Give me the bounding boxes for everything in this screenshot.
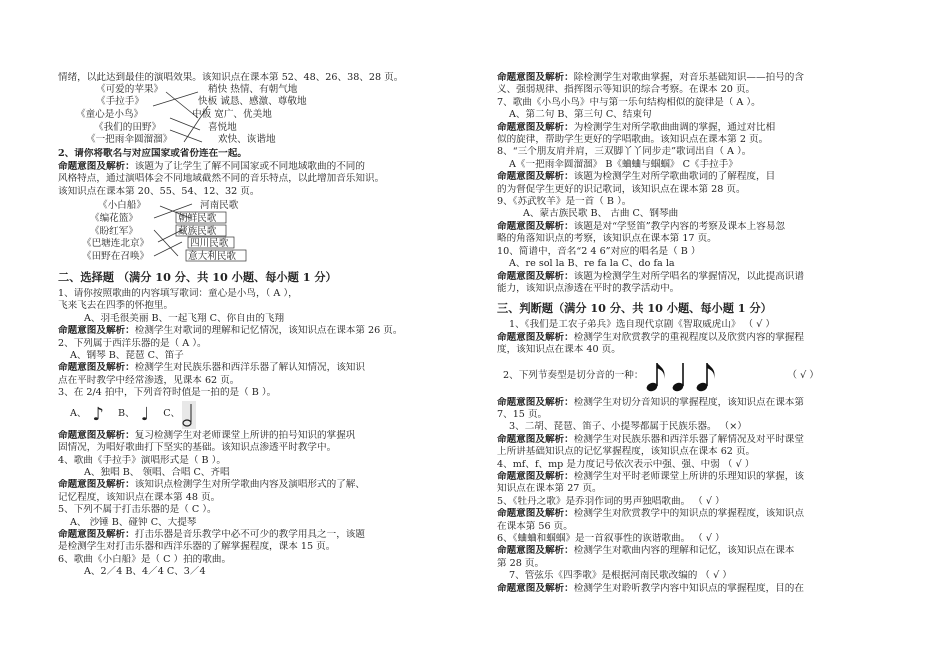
intent-label: 命题意图及解析：	[497, 220, 574, 232]
match2-song-4: 《巴塘连北京》	[82, 238, 150, 250]
intent-text: 似的旋律，帮助学生更好的学唱歌曲。该知识点在课本第 2 页。	[497, 134, 769, 146]
judge-1-question: 1、《我们是工农子弟兵》选自现代京剧《智取威虎山》 （ √ ）	[509, 319, 776, 331]
intent-label: 命题意图及解析：	[497, 331, 574, 343]
half-note-icon	[182, 401, 196, 429]
intent-text: 第 28 页。	[497, 557, 545, 569]
intent-text: 该题为了让学生了解不同国家或不同地域歌曲的不同的	[134, 160, 365, 172]
choice-1-options: A、羽毛很美丽 B、一起飞翔 C、你自由的飞翔	[84, 312, 285, 324]
match1-song-3: 《童心是小鸟》	[76, 109, 144, 121]
intent-label: 命题意图及解析：	[497, 72, 574, 83]
intent-label: 命题意图及解析：	[58, 362, 135, 374]
match2-song-1: 《小白船》	[98, 200, 146, 212]
choice-1-question: 1、请你按照歌曲的内容填写歌词：童心是小鸟，（ A ），	[58, 288, 298, 300]
intent-label: 命题意图及解析：	[58, 429, 135, 441]
choice-3-options	[58, 400, 456, 430]
judge-7-question: 7、管弦乐《四季歌》是根据河南民歌改编的 （ √ ）	[509, 570, 732, 582]
option-c-label: C、	[163, 408, 181, 420]
match1-mood-5: 欢快、诙谐地	[218, 134, 276, 146]
intent-text: 是检测学生对打击乐器和西洋乐器的了解掌握程度，课本 15 页。	[58, 541, 336, 553]
intent-text: 固情况，为唱好歌曲打下坚实的基础。该知识点渗透平时教学中。	[58, 442, 337, 454]
judge-2-question: 2、下列节奏型是切分音的一种：	[503, 370, 644, 382]
choice-9-options: A、蒙古族民歌 B、 古曲 C、钢琴曲	[523, 208, 679, 220]
choice-7-options: A、第二句 B、第三句 C、结束句	[509, 109, 652, 121]
intent-label: 命题意图及解析：	[58, 160, 135, 172]
judge-2-answer: （ √ ）	[787, 370, 819, 382]
choice-10-question: 10、简谱中，音名“2 4 6”对应的唱名是（ B ）	[497, 245, 701, 257]
match1-song-4: 《我们的田野》	[94, 122, 162, 134]
choice-6-question: 6、歌曲《小白船》是（ C ）拍的歌曲。	[58, 553, 232, 565]
intent-label: 命题意图及解析：	[497, 171, 574, 183]
intent-text: 记忆程度，该知识点在课本第 48 页。	[58, 491, 221, 503]
intent-text: 检测学生对民族乐器和西洋乐器了解情况及对平时课堂	[573, 433, 804, 445]
intent-text: 在课本第 56 页。	[497, 520, 573, 532]
intent-text: 点在平时教学中经常渗透，见课本 62 页。	[58, 374, 240, 386]
judge-4-question: 4、mf、f、mp 是力度记号依次表示中强、强、中弱 （ √ ）	[497, 458, 755, 470]
intent-label: 命题意图及解析：	[497, 270, 574, 282]
intent-text: 除检测学生对歌曲掌握，对音乐基础知识——拍号的含	[573, 72, 804, 83]
match1-song-1: 《可爱的苹果》	[96, 84, 164, 96]
section-3-title: 三、判断题（满分 10 分、共 10 小题、每小题 1 分）	[497, 301, 772, 316]
intent-text: 7、15 页。	[497, 408, 548, 420]
intent-text: 检测学生对欣赏教学中的知识点的掌握程度，该知识点	[573, 508, 804, 520]
match1-mood-2: 快板 诚恳、感激、尊敬地	[198, 96, 307, 108]
intent-text: 检测学生对聆听教学内容中知识点的掌握程度，目的在	[573, 582, 804, 594]
intent-text: 度，该知识点在课本 40 页。	[497, 344, 621, 356]
match2-region-1: 河南民歌	[200, 200, 239, 212]
right-column	[497, 72, 897, 595]
match1-mood-1: 稍快 热情、有朝气地	[208, 84, 298, 96]
intent-text: 检测学生对欣赏教学的重视程度以及欣赏内容的掌握程	[573, 331, 804, 343]
intent-text: 检测学生对民族乐器和西洋乐器了解认知情况，该知识	[134, 362, 365, 374]
match1-mood-3: 中板 宽广、优美地	[192, 109, 272, 121]
match1-song-5: 《一把雨伞圆溜溜》	[86, 134, 173, 146]
judge-6-question: 6、《蛐蛐和蝈蝈》是一首叙事性的诙谐歌曲。 （ √ ）	[497, 533, 725, 544]
judge-3-question: 3、二胡、琵琶、笛子、小提琴都属于民族乐器。 （×）	[509, 421, 747, 433]
intent-text: 该知识点在课本第 20、55、54、12、32 页。	[58, 185, 260, 197]
intent-text: 该题是对“学竖笛”教学内容的考察及课本上容易忽	[573, 220, 786, 232]
choice-8-options: A《一把雨伞圆溜溜》 B《蛐蛐与蝈蝈》 C《手拉手》	[509, 158, 738, 170]
song-mood-matching	[58, 84, 456, 148]
judge-2-row	[497, 357, 897, 397]
intent-text: 该题为检测学生对所学歌曲歌词的了解程度，目	[573, 171, 776, 183]
intent-label: 命题意图及解析：	[58, 479, 135, 491]
intent-label: 命题意图及解析：	[497, 121, 574, 133]
intent-text: 义、强弱规律、指挥图示等知识的综合考察。在课本 20 页。	[497, 84, 756, 96]
intent-label: 命题意图及解析：	[58, 528, 135, 540]
judge-5-question: 5、《牡丹之歌》是乔羽作词的男声独唱歌曲。 （ √ ）	[497, 495, 725, 507]
choice-9-question: 9、《苏武牧羊》是一首（ B ）。	[497, 196, 632, 208]
eighth-note-icon: ♪	[92, 403, 105, 425]
option-a-label: A、	[70, 408, 87, 420]
intent-text: 的为督促学生更好的识记歌词，该知识点在课本第 28 页。	[497, 183, 746, 195]
match2-song-5: 《田野在召唤》	[82, 251, 150, 263]
intent-text: 检测学生对歌曲内容的理解和记忆，该知识点在课本	[573, 545, 795, 557]
intent-text: 检测学生对切分音知识的掌握程度，该知识点在课本第	[573, 396, 804, 408]
choice-10-options: A、re sol la B、re fa la C、do fa la	[509, 258, 675, 270]
intent-text: 该知识点检测学生对所学歌曲内容及演唱形式的了解、	[134, 479, 365, 491]
song-region-matching	[58, 198, 456, 264]
choice-8-question: 8、“三个朋友肩并肩，三双脚丫丫同步走”歌词出自（ A ）。	[497, 146, 752, 158]
intent-text: 检测学生对歌词的理解和记忆情况，该知识点在课本第 26 页。	[134, 325, 403, 337]
intent-label: 命题意图及解析：	[497, 433, 574, 445]
intent-text: 打击乐器是音乐教学中必不可少的教学用具之一，该题	[134, 528, 365, 540]
intent-label: 命题意图及解析：	[497, 470, 574, 482]
left-column	[58, 72, 456, 579]
match2-region-4: 四川民歌	[190, 238, 229, 250]
option-b-label: B、	[118, 408, 135, 420]
intent-label: 命题意图及解析：	[58, 325, 135, 337]
choice-2-question: 2、下列属于西洋乐器的是（ A ）。	[58, 337, 207, 349]
match1-mood-4: 喜悦地	[208, 122, 237, 134]
intent-text: 该题为检测学生对所学唱名的掌握情况，以此提高识谱	[573, 270, 804, 282]
choice-2-options: A、钢琴 B、琵琶 C、笛子	[70, 350, 184, 362]
choice-3-question: 3、在 2/4 拍中，下列音符时值是一拍的是（ B ）。	[58, 387, 277, 399]
intent-label: 命题意图及解析：	[497, 545, 574, 557]
intent-text: 复习检测学生对老师课堂上所讲的拍号知识的掌握巩	[134, 429, 356, 441]
match1-song-2: 《手拉手》	[96, 96, 144, 108]
intent-text: 能力，该知识点渗透在平时的教学活动中。	[497, 282, 680, 294]
choice-5-options: A、 沙锤 B、碰钟 C、大提琴	[70, 516, 197, 528]
intent-text: 为检测学生对所学歌曲曲调的掌握，通过对比相	[573, 121, 776, 133]
intent-text: 检测学生对平时老师课堂上所讲的乐理知识的掌握，该	[573, 470, 804, 482]
choice-5-question: 5、下列不属于打击乐器的是（ C ）。	[58, 504, 217, 516]
intent-text: 风格特点，通过演唱体会不同地域截然不同的音乐特点，以此增加音乐知识。	[58, 173, 385, 185]
section-2-title: 二、选择题 （满分 10 分、共 10 小题、每小题 1 分）	[58, 270, 337, 285]
choice-1-question-cont: 飞来飞去在四季的怀抱里。	[58, 300, 174, 312]
intent-text: 上所讲基础知识点的记忆掌握程度，该知识点在课本 62 页。	[497, 446, 756, 458]
intent-text: 知识点在课本第 27 页。	[497, 483, 602, 495]
match2-song-2: 《编花篮》	[90, 213, 138, 225]
match2-region-5: 意大利民歌	[188, 251, 236, 263]
choice-4-options: A、独唱 B、 领唱、合唱 C、齐唱	[84, 466, 230, 478]
match2-region-2: 朝鲜民歌	[178, 213, 217, 225]
question-2-title: 2、请你将歌名与对应国家或省份连在一起。	[58, 148, 247, 160]
quarter-note-icon: ♩	[140, 403, 150, 425]
intent-label: 命题意图及解析：	[497, 508, 574, 520]
choice-6-options: A、2／4 B、4／4 C、3／4	[84, 566, 206, 578]
match2-song-3: 《盼红军》	[90, 226, 138, 238]
choice-7-question: 7、歌曲《小鸟小鸟》中与第一乐句结构相似的旋律是（ A ）。	[497, 96, 761, 108]
intent-label: 命题意图及解析：	[497, 396, 574, 408]
choice-4-question: 4、歌曲《手拉手》演唱形式是（ B ）。	[58, 454, 226, 466]
match2-region-3: 藏族民歌	[178, 226, 217, 238]
intent-label: 命题意图及解析：	[497, 582, 574, 594]
rhythm-notes-icon	[645, 360, 717, 394]
intro-text: 情绪，以此达到最佳的演唱效果。该知识点在课本第 52、48、26、38、28 页。	[58, 72, 404, 83]
intent-text: 略的角落知识点的考察，该知识点在课本第 17 页。	[497, 233, 717, 245]
